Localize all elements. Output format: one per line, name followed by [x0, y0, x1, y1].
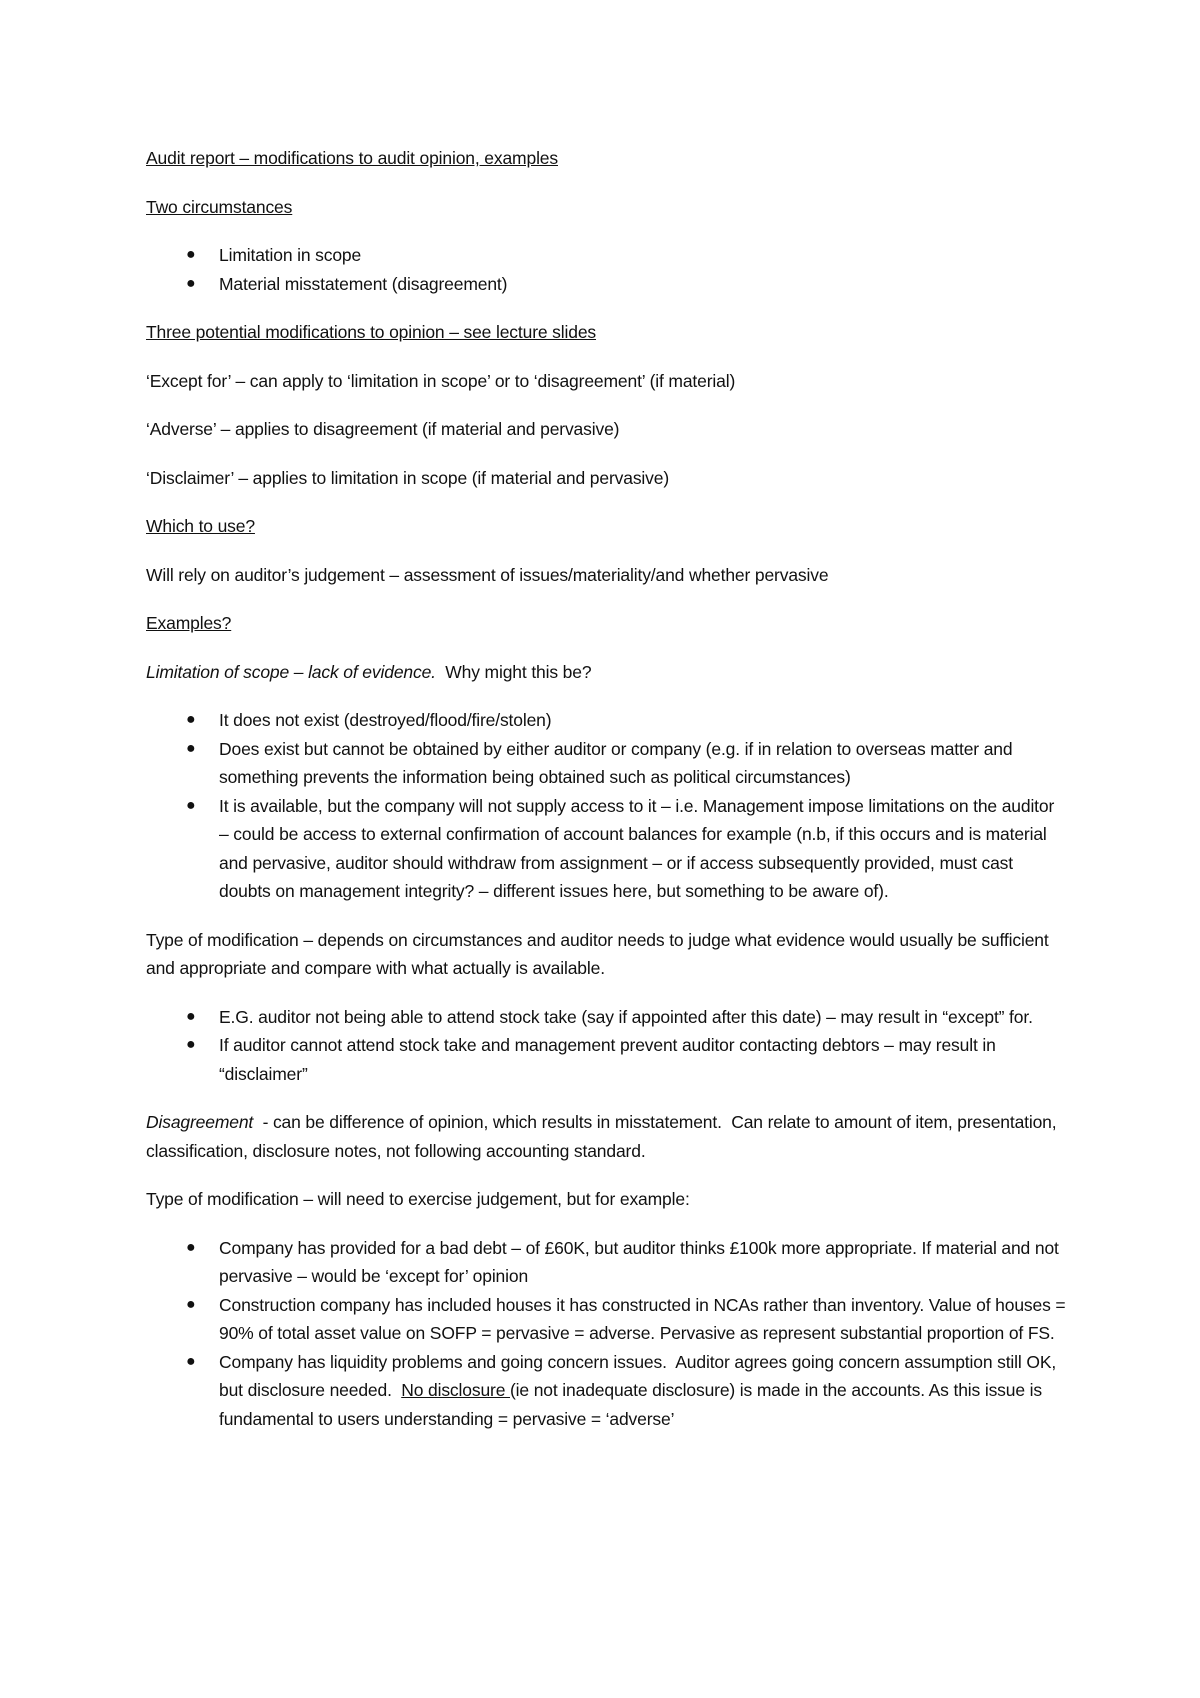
bullet-icon: ●	[186, 796, 196, 814]
list-item: ● Material misstatement (disagreement)	[146, 270, 1066, 299]
list-item: ● Construction company has included houses it has constructed in NCAs rather than inventory. Value of houses = 90% of total asset value on SOFP = pervasive = adverse. Pervasive as represent substantial proportion of FS.	[146, 1291, 1066, 1348]
type-modification-list	[146, 1003, 1066, 1089]
which-paragraph: Will rely on auditor’s judgement – assessment of issues/materiality/and whether pervasive	[146, 564, 829, 585]
bullet-icon: ●	[186, 1238, 196, 1256]
adverse-paragraph: ‘Adverse’ – applies to disagreement (if material and pervasive)	[146, 419, 620, 439]
which-heading: Which to use?	[146, 516, 255, 536]
list-item: ● If auditor cannot attend stock take and management prevent auditor contacting debtors – may result in “disclaimer”	[146, 1031, 1066, 1088]
bullet-icon: ●	[186, 246, 196, 263]
examples-heading: Examples?	[146, 613, 232, 633]
circumstances-list	[146, 241, 1066, 298]
limitation-paragraph: Limitation of scope – lack of evidence. Why might this be?	[146, 661, 592, 682]
bullet-icon: ●	[186, 1007, 196, 1025]
bullet-icon: ●	[186, 274, 196, 292]
list-item: ● It is available, but the company will not supply access to it – i.e. Management impose limitations on the auditor – could be access to external confirmation of account balances for example (n.b, if this occurs and is material and pervasive, auditor should withdraw from assignment – or if access subsequently provided, must cast doubts on management integrity? – different issues here, but something to be aware of).	[146, 792, 1066, 906]
bullet-icon: ●	[186, 1295, 196, 1313]
except-for-paragraph: ‘Except for’ – can apply to ‘limitation in scope’ or to ‘disagreement’ (if material)	[146, 370, 736, 391]
bullet-icon: ●	[186, 739, 196, 757]
list-item: ● Company has provided for a bad debt – of £60K, but auditor thinks £100k more appropriate. If material and not pervasive – would be ‘except for’ opinion	[146, 1234, 1066, 1291]
no-disclosure-text: No disclosure	[401, 1380, 510, 1400]
bullet-icon: ●	[186, 711, 196, 728]
examples-list	[146, 1234, 1066, 1434]
document-page	[146, 144, 1066, 1433]
modifications-heading: Three potential modifications to opinion – see lecture slides	[146, 322, 597, 342]
list-item: ● Limitation in scope	[146, 241, 1066, 270]
disagreement-paragraph: Disagreement - can be difference of opinion, which results in misstatement. Can relate to amount of item, presentation, classification, disclosure notes, not following accounting standard.	[146, 1112, 1062, 1161]
disclaimer-paragraph: ‘Disclaimer’ – applies to limitation in scope (if material and pervasive)	[146, 467, 670, 488]
list-item: ● Does exist but cannot be obtained by either auditor or company (e.g. if in relation to overseas matter and something prevents the information being obtained such as political circumstances)	[146, 735, 1066, 792]
limitation-list	[146, 706, 1066, 906]
bullet-icon: ●	[186, 1352, 196, 1370]
type-modification-paragraph: Type of modification – depends on circumstances and auditor needs to judge what evidence would usually be sufficient and appropriate and compare with what actually is available.	[146, 929, 1049, 978]
circumstances-heading: Two circumstances	[146, 196, 293, 217]
list-item: ● Company has liquidity problems and going concern issues. Auditor agrees going concern assumption still OK, but disclosure needed. No disclosure (ie not inadequate disclosure) is made in the accounts. As this issue is fundamental to users understanding = pervasive = ‘adverse’	[146, 1348, 1066, 1434]
document-title: Audit report – modifications to audit opinion, examples	[146, 148, 558, 168]
bullet-icon: ●	[186, 1036, 196, 1053]
list-item: ● E.G. auditor not being able to attend stock take (say if appointed after this date) – may result in “except” for.	[146, 1003, 1066, 1032]
list-item: ● It does not exist (destroyed/flood/fire/stolen)	[146, 706, 1066, 735]
type-modification-2-paragraph: Type of modification – will need to exercise judgement, but for example:	[146, 1189, 690, 1209]
